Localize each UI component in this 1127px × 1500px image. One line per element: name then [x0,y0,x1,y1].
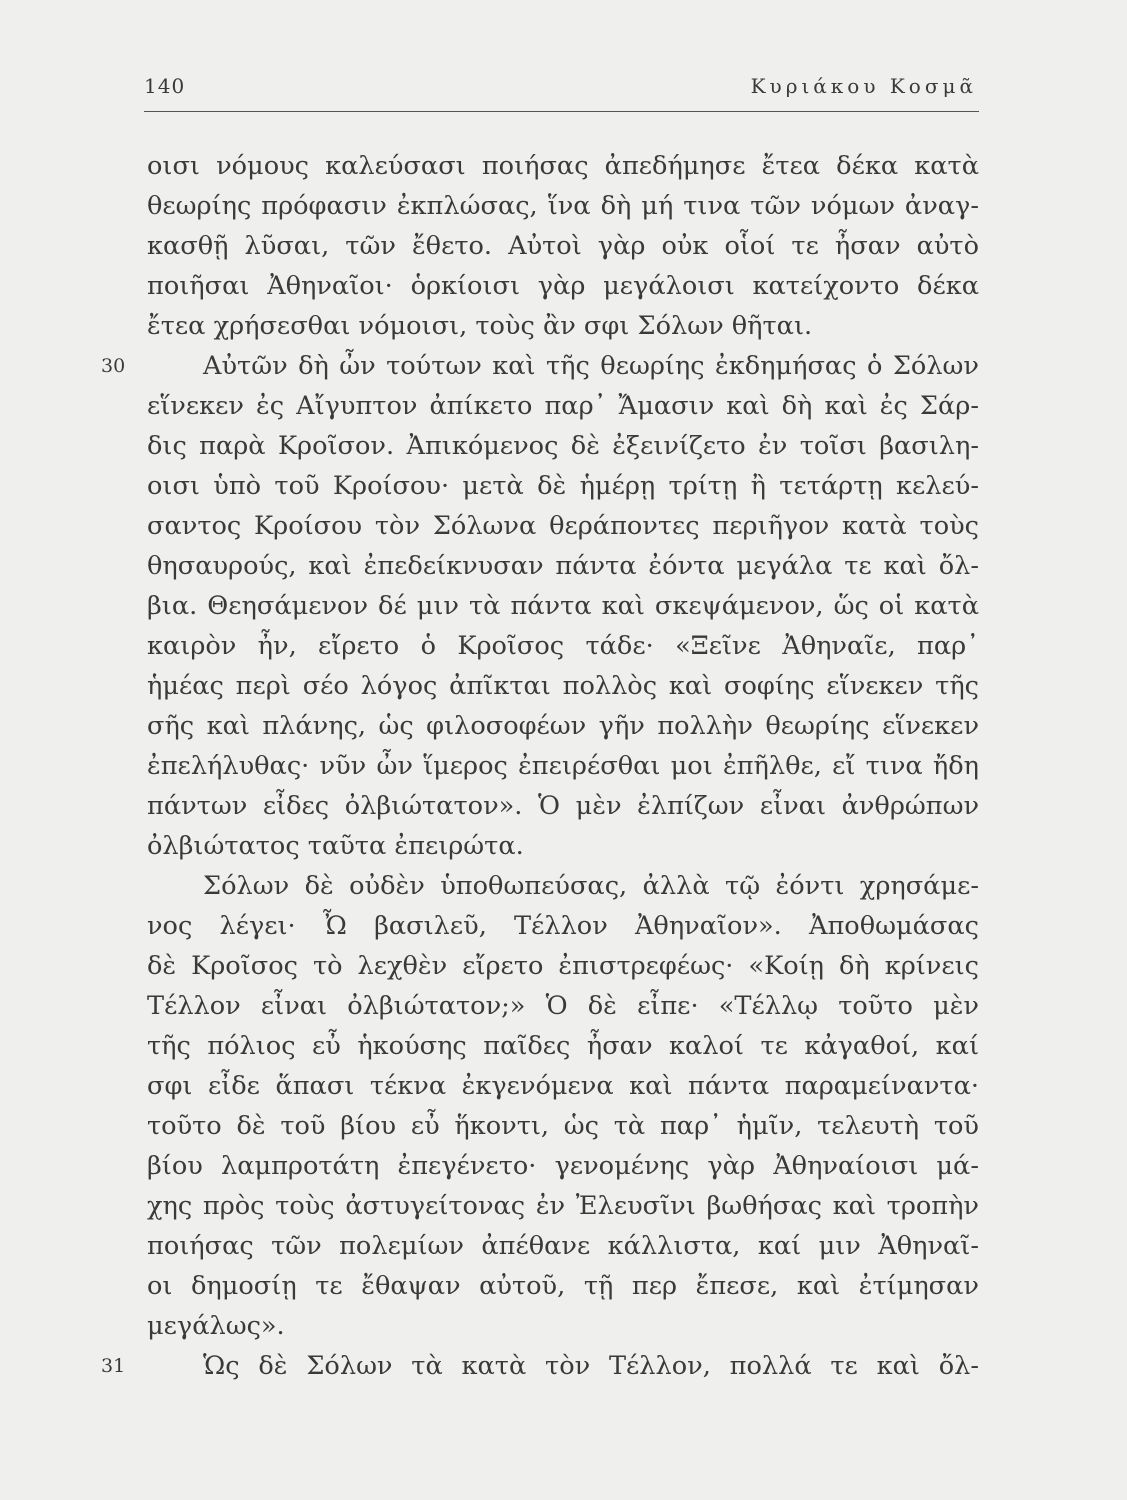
text-line: δὲ Κροῖσος τὸ λεχθὲν εἴρετο ἐπιστρεφέως· «Κοίῃ δὴ κρίνεις [147,951,979,981]
header-rule [144,111,979,112]
text-line: χης πρὸς τοὺς ἀστυγείτονας ἐν Ἐλευσῖνι βωθήσας καὶ τροπὴν [147,1191,979,1221]
text-line: σῆς καὶ πλάνης, ὡς φιλοσοφέων γῆν πολλὴν θεωρίης εἵνεκεν [147,711,979,741]
text-line: οι δημοσίῃ τε ἔθαψαν αὐτοῦ, τῇ περ ἔπεσε, καὶ ἐτίμησαν [147,1271,979,1301]
text-line: θεωρίης πρόφασιν ἐκπλώσας, ἵνα δὴ μή τινα τῶν νόμων ἀναγ- [147,191,979,221]
text-line: ἔτεα χρήσεσθαι νόμοισι, τοὺς ἂν σφι Σόλων θῆται. [147,311,813,341]
text-line: ὀλβιώτατος ταῦτα ἐπειρώτα. [147,831,524,861]
running-head [144,74,977,104]
text-line: σαντος Κροίσου τὸν Σόλωνα θεράποντες περιῆγον κατὰ τοὺς [147,511,979,541]
body-text [147,146,979,1386]
text-line: ποιήσας τῶν πολεμίων ἀπέθανε κάλλιστα, καί μιν Ἀθηναῖ- [147,1231,979,1261]
text-line: Αὐτῶν δὴ ὦν τούτων καὶ τῆς θεωρίης ἐκδημήσας ὁ Σόλων [203,351,979,381]
section-number-31: 31 [101,1355,126,1377]
text-line: βίου λαμπροτάτη ἐπεγένετο· γενομένης γὰρ Ἀθηναίοισι μά- [147,1151,979,1181]
text-line: οισι ὑπὸ τοῦ Κροίσου· μετὰ δὲ ἡμέρῃ τρίτῃ ἢ τετάρτῃ κελεύ- [147,471,979,501]
text-line: καιρὸν ἦν, εἴρετο ὁ Κροῖσος τάδε· «Ξεῖνε Ἀθηναῖε, παρ᾽ [147,631,979,661]
text-line: θησαυρούς, καὶ ἐπεδείκνυσαν πάντα ἐόντα μεγάλα τε καὶ ὄλ- [147,551,979,581]
text-line: κασθῇ λῦσαι, τῶν ἔθετο. Αὐτοὶ γὰρ οὐκ οἷοί τε ἦσαν αὐτὸ [147,231,979,261]
running-title: Κυριάκου Κοσμᾶ [750,74,977,98]
text-line: ποιῆσαι Ἀθηναῖοι· ὁρκίοισι γὰρ μεγάλοισι κατείχοντο δέκα [147,271,979,301]
text-line: εἵνεκεν ἐς Αἴγυπτον ἀπίκετο παρ᾽ Ἄμασιν καὶ δὴ καὶ ἐς Σάρ- [147,391,979,421]
text-line: δις παρὰ Κροῖσον. Ἀπικόμενος δὲ ἐξεινίζετο ἐν τοῖσι βασιλη- [147,431,979,461]
text-line: Ὡς δὲ Σόλων τὰ κατὰ τὸν Τέλλον, πολλά τε καὶ ὄλ- [203,1351,979,1381]
text-line: πάντων εἶδες ὀλβιώτατον». Ὁ μὲν ἐλπίζων εἶναι ἀνθρώπων [147,791,979,821]
text-line: τῆς πόλιος εὖ ἡκούσης παῖδες ἦσαν καλοί τε κἀγαθοί, καί [147,1031,979,1061]
section-number-30: 30 [101,355,126,377]
text-line: σφι εἶδε ἅπασι τέκνα ἐκγενόμενα καὶ πάντα παραμείναντα· [147,1071,979,1101]
text-line: ἐπελήλυθας· νῦν ὦν ἵμερος ἐπειρέσθαι μοι ἐπῆλθε, εἴ τινα ἤδη [147,751,979,781]
text-line: οισι νόμους καλεύσασι ποιήσας ἀπεδήμησε ἔτεα δέκα κατὰ [147,151,979,181]
page-number: 140 [144,74,186,98]
text-line: ἡμέας περὶ σέο λόγος ἀπῖκται πολλὸς καὶ σοφίης εἵνεκεν τῆς [147,671,979,701]
text-line: τοῦτο δὲ τοῦ βίου εὖ ἥκοντι, ὡς τὰ παρ᾽ ἡμῖν, τελευτὴ τοῦ [147,1111,979,1141]
text-line: βια. Θεησάμενον δέ μιν τὰ πάντα καὶ σκεψάμενον, ὥς οἱ κατὰ [147,591,979,621]
text-line: νος λέγει· Ὦ βασιλεῦ, Τέλλον Ἀθηναῖον». Ἀποθωμάσας [147,911,979,941]
text-line: Τέλλον εἶναι ὀλβιώτατον;» Ὁ δὲ εἶπε· «Τέλλῳ τοῦτο μὲν [147,991,979,1021]
text-line: μεγάλως». [147,1311,285,1341]
text-line: Σόλων δὲ οὐδὲν ὑποθωπεύσας, ἀλλὰ τῷ ἐόντι χρησάμε- [203,871,979,901]
